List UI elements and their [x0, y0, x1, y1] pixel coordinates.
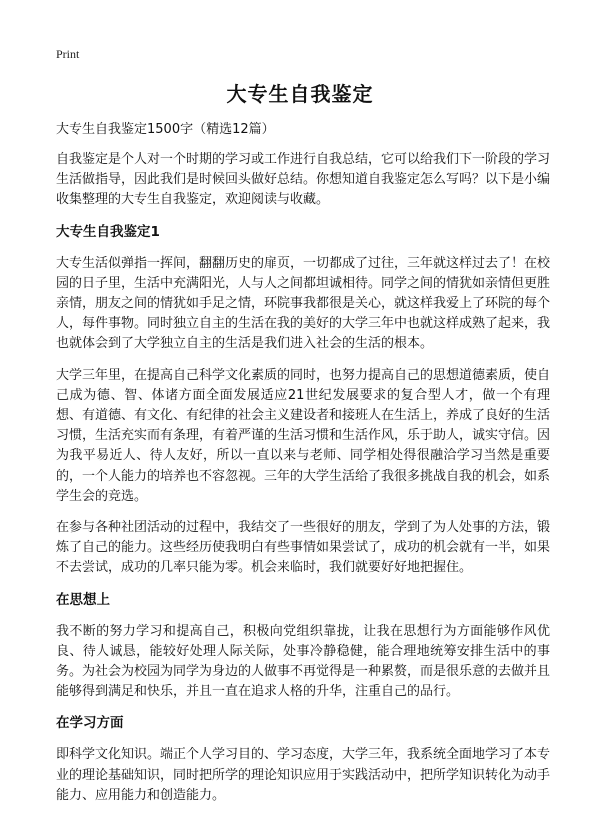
section-paragraph: 大学三年里，在提高自己科学文化素质的同时，也努力提高自己的思想道德素质，使自己成为德、智、体诸方面全面发展适应21世纪发展要求的复合型人才，做一个有理想、有道德、有文化、有纪律的社会主义建设者和接班人在生活上，养成了良好的生活习惯，生活充实而有条理，有着严谨的生活习惯和生活作风，乐于助人，诚实守信。因为我平易近人、待人友好，所以一直以来与老师、同学相处得很融洽学习当然是重要的，一个人能力的培养也不容忽视。三年的大学生活给了我很多挑战自我的机会，如系学生会的竞选。 [56, 367, 551, 504]
section-heading: 在学习方面 [56, 715, 124, 732]
section-heading: 在思想上 [56, 591, 110, 608]
section-paragraph: 我不断的努力学习和提高自己，积极向党组织靠拢，让我在思想行为方面能够作风优良、待人诚恳，能较好处理人际关际，处事冷静稳健，能合理地统筹安排生活中的事务。为社会为校园为同学为身边的人做事不再觉得是一种累赘，而是很乐意的去做并且能够得到满足和快乐，并且一直在追求人格的升华，注重自己的品行。 [56, 623, 551, 700]
article-subtitle: 大专生自我鉴定1500字（精选12篇） [56, 122, 275, 137]
section-paragraph: 在参与各种社团活动的过程中，我结交了一些很好的朋友，学到了为人处事的方法，锻炼了自己的能力。这些经历使我明白有些事情如果尝试了，成功的机会就有一半，如果不去尝试，成功的几率只能为零。机会来临时，我们就要好好地把握住。 [56, 520, 551, 576]
section-paragraph: 即科学文化知识。端正个人学习目的、学习态度，大学三年，我系统全面地学习了本专业的理论基础知识，同时把所学的理论知识应用于实践活动中，把所学知识转化为动手能力、应用能力和创造能力。 [56, 747, 551, 803]
print-link[interactable]: Print [56, 47, 80, 61]
article-body [56, 120, 550, 817]
intro-paragraph: 自我鉴定是个人对一个时期的学习或工作进行自我总结，它可以给我们下一阶段的学习生活做指导，因此我们是时候回头做好总结。你想知道自我鉴定怎么写吗？以下是小编收集整理的大专生自我鉴定，欢迎阅读与收藏。 [56, 152, 551, 208]
section-heading: 大专生自我鉴定1 [56, 223, 160, 240]
page-title: 大专生自我鉴定 [226, 82, 374, 106]
section-paragraph: 大专生活似弹指一挥间，翻翻历史的扉页，一切都成了过往，三年就这样过去了！在校园的日子里，生活中充满阳光，人与人之间都坦诚相待。同学之间的情犹如亲情但更胜亲情，朋友之间的情犹如手足之情，环院事我都很是关心，就这样我爱上了环院的每个人，每件事物。同时独立自主的生活在我的美好的大学三年中也就这样成熟了起来，我也就体会到了大学独立自主的生活是我们进入社会的生活的根本。 [56, 255, 551, 352]
